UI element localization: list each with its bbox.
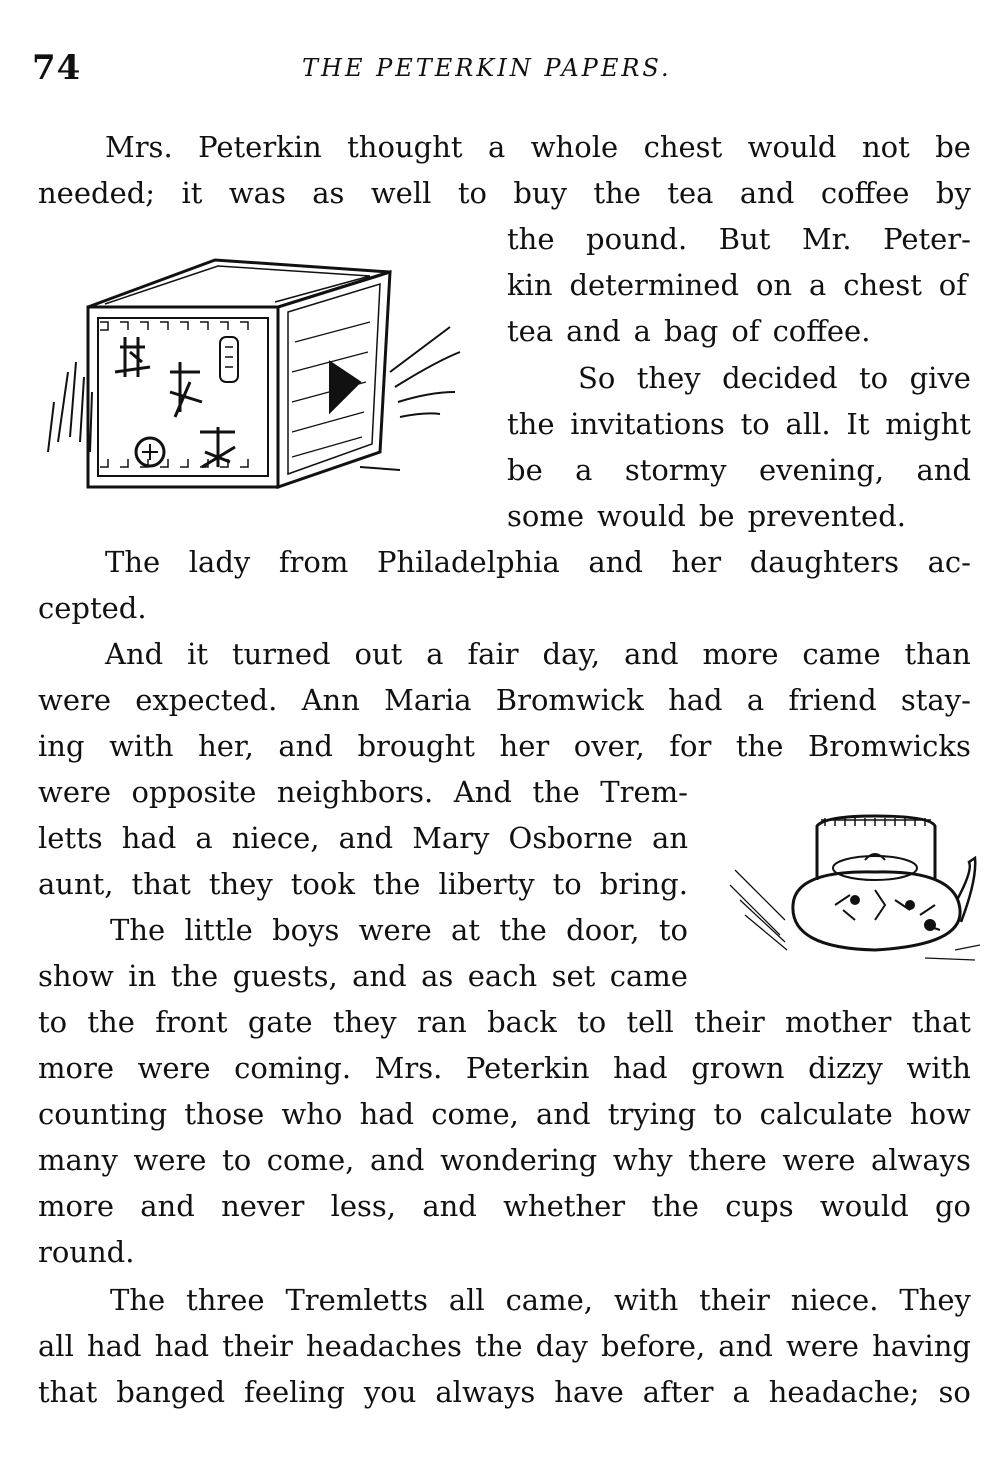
word: many (38, 1143, 118, 1177)
word: boys (272, 913, 340, 947)
word: all (448, 1283, 485, 1317)
word: Maria (384, 683, 472, 717)
line-27 (38, 1326, 971, 1366)
word: It (846, 407, 870, 441)
teapot-illustration (725, 810, 990, 980)
word: day (535, 1329, 588, 1363)
word: and (536, 1097, 591, 1131)
line-7 (507, 404, 971, 444)
word: you (363, 1375, 417, 1409)
word: would (747, 130, 837, 164)
word: and (624, 637, 679, 671)
word: stay- (900, 683, 971, 717)
line-10 (105, 542, 971, 582)
word: there (688, 1143, 767, 1177)
word: Mary (412, 821, 490, 855)
word: more (38, 1189, 114, 1223)
word: Bromwicks (807, 729, 971, 763)
word: from (278, 545, 349, 579)
word: the (499, 913, 547, 947)
word: letts (38, 821, 103, 855)
line-9 (507, 496, 971, 536)
word: front (155, 1005, 228, 1039)
word: turned (231, 637, 331, 671)
word: to (713, 1097, 743, 1131)
word: were (137, 1051, 211, 1085)
word: ran (416, 1005, 467, 1039)
word: to (457, 176, 487, 210)
word: coffee. (772, 314, 871, 348)
word: back (487, 1005, 557, 1039)
word: how (909, 1097, 971, 1131)
word: niece. (790, 1283, 879, 1317)
word: little (184, 913, 253, 947)
line-26 (110, 1280, 971, 1320)
line-14 (38, 726, 971, 766)
word: neighbors. (276, 775, 434, 809)
word: her, (198, 729, 254, 763)
word: as (312, 176, 345, 210)
word: on (755, 268, 793, 302)
word: a (633, 314, 651, 348)
word: had (613, 1051, 668, 1085)
word: had (121, 821, 177, 855)
word: mother (785, 1005, 892, 1039)
line-13 (38, 680, 971, 720)
word: So (578, 361, 616, 395)
word: might (885, 407, 971, 441)
word: why (612, 1143, 673, 1177)
word: and (566, 314, 621, 348)
word: with (613, 1283, 679, 1317)
word: round. (38, 1235, 135, 1269)
word: daughters (749, 545, 900, 579)
word: to (859, 361, 889, 395)
word: have (554, 1375, 624, 1409)
word: Mrs. (374, 1051, 443, 1085)
word: had (668, 683, 723, 717)
word: determined (569, 268, 740, 302)
word: tell (626, 1005, 674, 1039)
word: always (870, 1143, 971, 1177)
line-8 (507, 450, 971, 490)
word: They (899, 1283, 971, 1317)
word: in (128, 959, 157, 993)
word: niece, (231, 821, 320, 855)
line-6 (578, 358, 971, 398)
word: well (370, 176, 432, 210)
word: with (109, 729, 174, 763)
word: they (636, 361, 701, 395)
running-head: THE PETERKIN PAPERS. (302, 54, 672, 82)
word: feeling (244, 1375, 345, 1409)
word: bag (663, 314, 719, 348)
word: show (38, 959, 114, 993)
word: expected. (135, 683, 278, 717)
line-22 (38, 1094, 971, 1134)
word: her (499, 729, 550, 763)
word: set (551, 959, 596, 993)
word: came, (505, 1283, 593, 1317)
line-15 (38, 772, 688, 812)
word: come, (266, 1143, 355, 1177)
word: before, (601, 1329, 706, 1363)
word: and (352, 959, 407, 993)
word: Ann (301, 683, 360, 717)
word: the (372, 867, 421, 901)
line-19 (38, 956, 688, 996)
word: dizzy (808, 1051, 883, 1085)
page-number: 74 (32, 48, 82, 88)
word: day, (542, 637, 601, 671)
word: less, (330, 1189, 397, 1223)
word: always (435, 1375, 536, 1409)
line-16 (38, 818, 688, 858)
word: wondering (440, 1143, 598, 1177)
word: evening, (758, 453, 885, 487)
word: the (507, 407, 555, 441)
word: Trem- (600, 775, 688, 809)
word: had (86, 1329, 142, 1363)
word: the (735, 729, 784, 763)
word: trying (607, 1097, 697, 1131)
word: coffee (820, 176, 910, 210)
word: to (552, 867, 582, 901)
word: than (904, 637, 971, 671)
word: And (453, 775, 512, 809)
word: whether (503, 1189, 626, 1223)
word: be (935, 130, 971, 164)
word: took (290, 867, 355, 901)
word: to (740, 407, 770, 441)
word: and (369, 1143, 425, 1177)
word: coming. (234, 1051, 352, 1085)
word: would (597, 499, 686, 533)
word: so (938, 1375, 971, 1409)
word: guests, (232, 959, 338, 993)
word: that (131, 867, 191, 901)
word: needed; (38, 176, 156, 210)
word: were (782, 1143, 856, 1177)
word: cepted. (38, 591, 147, 625)
word: all (38, 1329, 74, 1363)
word: give (909, 361, 971, 395)
word: Peterkin (465, 1051, 590, 1085)
word: and (278, 729, 333, 763)
word: tea (507, 314, 554, 348)
word: for (669, 729, 712, 763)
word: of (731, 314, 760, 348)
line-5 (507, 311, 971, 351)
word: stormy (624, 453, 727, 487)
word: friend (788, 683, 877, 717)
word: who (281, 1097, 343, 1131)
line-24 (38, 1186, 971, 1226)
word: was (228, 176, 286, 210)
word: the (507, 222, 555, 256)
line-20 (38, 1002, 971, 1042)
word: door, (566, 913, 640, 947)
word: the (475, 1329, 523, 1363)
word: were (133, 1143, 207, 1177)
word: and (422, 1189, 477, 1223)
word: prevented. (747, 499, 906, 533)
word: fair (467, 637, 519, 671)
word: go (934, 1189, 971, 1223)
line-2 (38, 173, 971, 213)
word: all. (785, 407, 831, 441)
word: they (208, 867, 273, 901)
word: were (38, 775, 112, 809)
word: be (507, 453, 543, 487)
tea-chest-illustration (30, 252, 470, 522)
word: Philadelphia (376, 545, 560, 579)
word: and (739, 176, 795, 210)
word: the (532, 775, 580, 809)
word: and (718, 1329, 773, 1363)
line-11 (38, 588, 538, 628)
word: were (38, 683, 112, 717)
word: to (577, 1005, 607, 1039)
word: to (658, 913, 688, 947)
word: The (105, 545, 161, 579)
line-18 (110, 910, 688, 950)
line-21 (38, 1048, 971, 1088)
word: each (467, 959, 538, 993)
word: came (802, 637, 881, 671)
word: Osborne (508, 821, 633, 855)
word: Peterkin (198, 130, 322, 164)
word: aunt, (38, 867, 114, 901)
word: and (916, 453, 971, 487)
word: were (358, 913, 432, 947)
word: by (935, 176, 971, 210)
word: the (170, 959, 219, 993)
word: were (785, 1329, 859, 1363)
word: calculate (759, 1097, 893, 1131)
word: had (154, 1329, 210, 1363)
word: a (746, 683, 765, 717)
word: bring. (599, 867, 688, 901)
word: grown (691, 1051, 785, 1085)
word: to (38, 1005, 68, 1039)
word: Mrs. (105, 130, 173, 164)
word: But (718, 222, 771, 256)
word: and (338, 821, 394, 855)
word: buy (513, 176, 567, 210)
word: with (906, 1051, 971, 1085)
word: more (38, 1051, 114, 1085)
line-1 (105, 127, 971, 167)
word: a (487, 130, 506, 164)
line-17 (38, 864, 688, 904)
word: chest (643, 130, 723, 164)
word: lady (188, 545, 251, 579)
word: to (222, 1143, 252, 1177)
word: of (938, 268, 967, 302)
line-25 (38, 1232, 338, 1272)
word: invitations (570, 407, 725, 441)
word: decided (722, 361, 838, 395)
word: had (359, 1097, 415, 1131)
word: they (332, 1005, 397, 1039)
word: the (651, 1189, 699, 1223)
word: The (110, 1283, 166, 1317)
word: it (187, 637, 209, 671)
word: that (38, 1375, 98, 1409)
word: ac- (927, 545, 971, 579)
word: be (698, 499, 735, 533)
word: liberty (438, 867, 535, 901)
word: would (819, 1189, 909, 1223)
word: a (575, 453, 593, 487)
word: some (507, 499, 585, 533)
word: it (181, 176, 203, 210)
line-23 (38, 1140, 971, 1180)
line-4 (507, 265, 967, 305)
word: a (732, 1375, 750, 1409)
word: an (652, 821, 688, 855)
word: a (195, 821, 213, 855)
word: their (222, 1329, 293, 1363)
word: three (186, 1283, 265, 1317)
word: and (140, 1189, 195, 1223)
word: whole (530, 130, 619, 164)
word: more (702, 637, 779, 671)
word: thought (347, 130, 463, 164)
word: Peter- (883, 222, 971, 256)
word: Bromwick (495, 683, 644, 717)
word: opposite (131, 775, 257, 809)
word: gate (247, 1005, 313, 1039)
line-3 (507, 219, 971, 259)
line-28 (38, 1372, 971, 1412)
line-12 (105, 634, 971, 674)
word: Tremletts (285, 1283, 428, 1317)
word: Mr. (801, 222, 852, 256)
word: never (221, 1189, 305, 1223)
word: a (426, 637, 444, 671)
word: headache; (768, 1375, 920, 1409)
word: her (671, 545, 722, 579)
word: over, (573, 729, 645, 763)
word: ing (38, 729, 85, 763)
word: cups (725, 1189, 794, 1223)
word: The (110, 913, 166, 947)
word: having (872, 1329, 971, 1363)
word: tea (667, 176, 714, 210)
word: come, (431, 1097, 519, 1131)
word: and (588, 545, 643, 579)
word: headaches (305, 1329, 462, 1363)
word: after (642, 1375, 714, 1409)
word: those (184, 1097, 265, 1131)
word: at (451, 913, 480, 947)
word: chest (843, 268, 922, 302)
word: counting (38, 1097, 168, 1131)
word: their (694, 1005, 765, 1039)
word: the (593, 176, 641, 210)
word: kin (507, 268, 553, 302)
word: And (105, 637, 164, 671)
word: a (809, 268, 827, 302)
word: pound. (586, 222, 688, 256)
word: brought (357, 729, 475, 763)
word: banged (116, 1375, 226, 1409)
word: the (87, 1005, 135, 1039)
word: not (861, 130, 910, 164)
word: out (354, 637, 403, 671)
word: their (699, 1283, 770, 1317)
word: as (421, 959, 454, 993)
word: that (911, 1005, 971, 1039)
word: came (609, 959, 688, 993)
